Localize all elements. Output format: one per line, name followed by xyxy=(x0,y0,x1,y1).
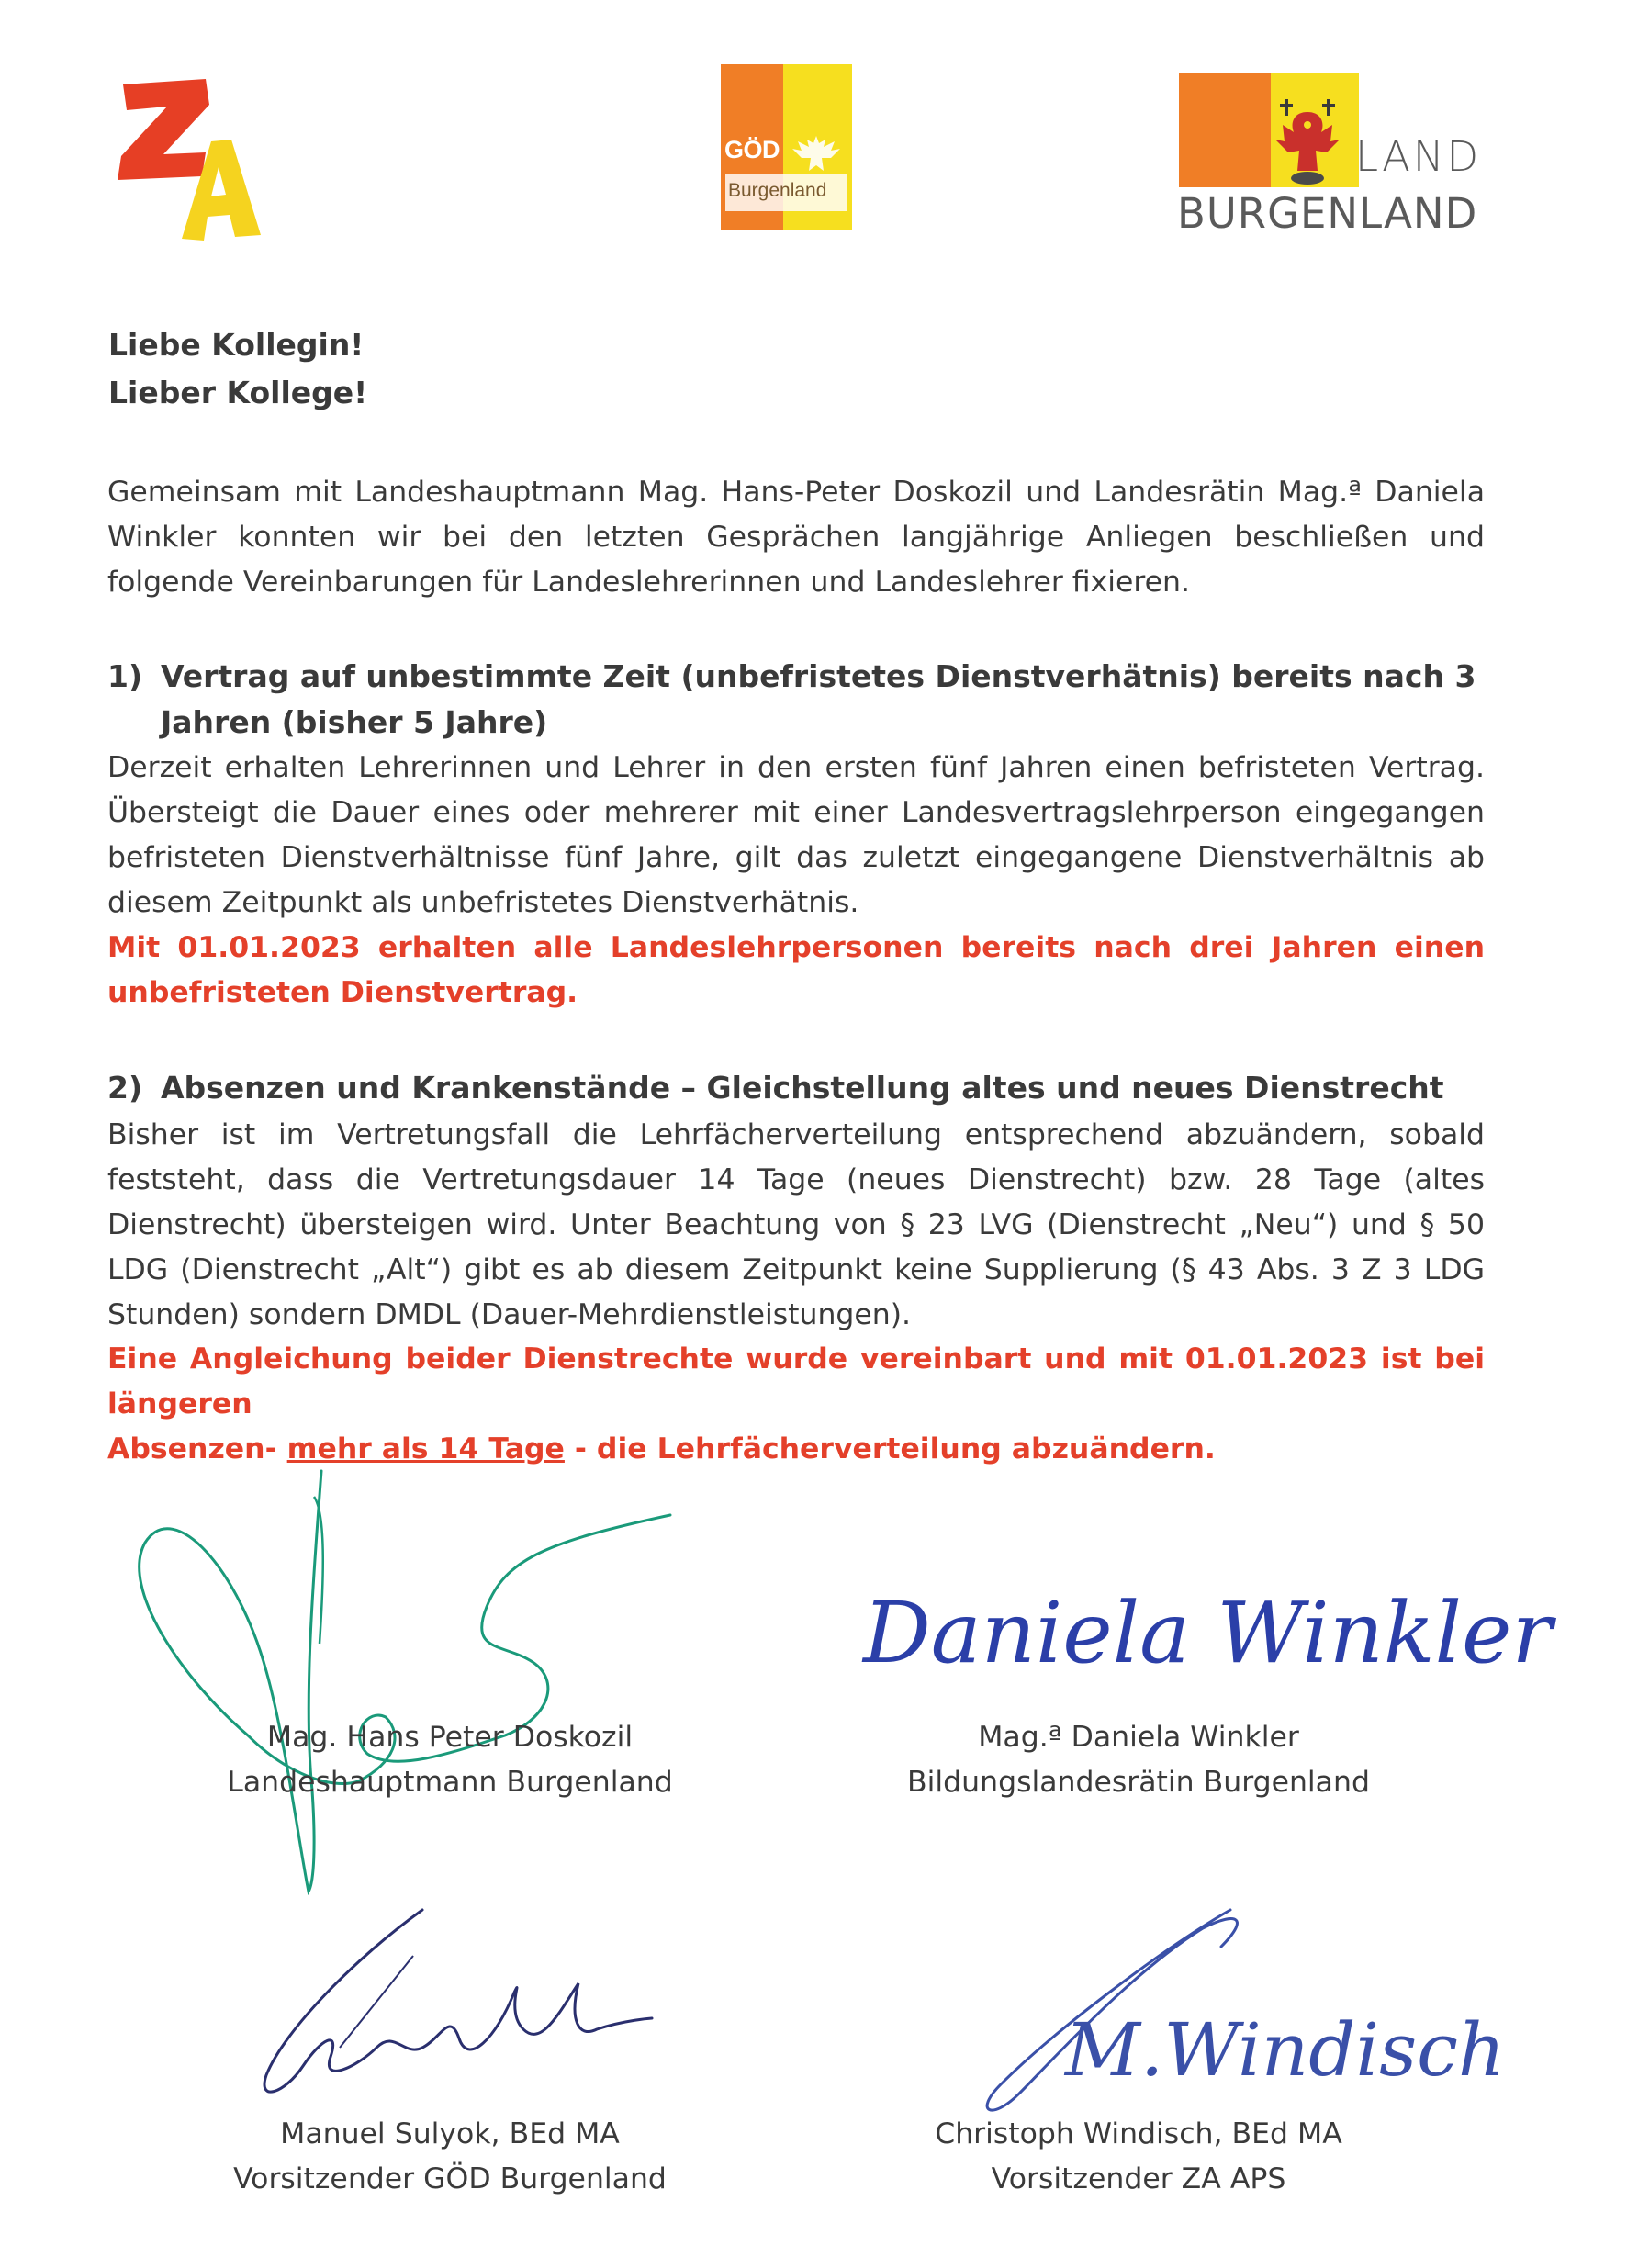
section-1-body-line: Übersteigt die Dauer eines oder mehrerer mit einer Landesvertragslehrperson eingegangen xyxy=(107,796,1485,829)
eagle-icon xyxy=(791,130,842,176)
section-1-title-line: Jahren (bisher 5 Jahre) xyxy=(161,704,548,740)
signature-windisch xyxy=(946,1892,1506,2130)
section-1-number: 1) xyxy=(107,658,143,694)
intro-line: folgende Vereinbarungen für Landeslehrerinnen und Landeslehrer fixieren. xyxy=(107,566,1191,599)
signatory-name: Mag.ª Daniela Winkler xyxy=(978,1721,1299,1754)
section-2-body-line: Dienstrecht) übersteigen wird. Unter Beachtung von § 23 LVG (Dienstrecht „Neu“) und § 50 xyxy=(107,1208,1485,1241)
section-2-title: Absenzen und Krankenstände – Gleichstellung altes und neues Dienstrecht xyxy=(161,1070,1444,1106)
signatory-name: Manuel Sulyok, BEd MA xyxy=(280,2117,620,2150)
signatory-role: Bildungslandesrätin Burgenland xyxy=(907,1766,1370,1799)
section-1-title-line: Vertrag auf unbestimmte Zeit (unbefristetes Dienstverhätnis) bereits nach 3 xyxy=(161,658,1476,694)
signatory-role: Vorsitzender ZA APS xyxy=(991,2162,1286,2195)
section-2-number: 2) xyxy=(107,1070,143,1106)
section-2-body-line: LDG (Dienstrecht „Alt“) gibt es ab diesem Zeitpunkt keine Supplierung (§ 43 Abs. 3 Z 3 LDG xyxy=(107,1253,1485,1286)
goed-text: GÖD xyxy=(724,136,780,163)
intro-line: Gemeinsam mit Landeshauptmann Mag. Hans-Peter Doskozil und Landesrätin Mag.ª Daniela xyxy=(107,476,1485,509)
section-2-body-line: Bisher ist im Vertretungsfall die Lehrfächerverteilung entsprechend abzuändern, sobald xyxy=(107,1118,1485,1151)
section-2-body-line: Stunden) sondern DMDL (Dauer-Mehrdienstleistungen). xyxy=(107,1298,912,1331)
intro-line: Winkler konnten wir bei den letzten Gesprächen langjährige Anliegen beschließen und xyxy=(107,521,1485,554)
signatory-role: Vorsitzender GÖD Burgenland xyxy=(233,2162,667,2195)
highlight-underlined: mehr als 14 Tage xyxy=(286,1432,565,1465)
section-1-body-line: Derzeit erhalten Lehrerinnen und Lehrer in den ersten fünf Jahren einen befristeten Vertrag. xyxy=(107,751,1485,784)
signatory-block-sulyok xyxy=(129,2112,771,2202)
section-2-body xyxy=(107,1113,1485,1338)
highlight-suffix: - die Lehrfächerverteilung abzuändern. xyxy=(564,1432,1216,1465)
signatory-name: Christoph Windisch, BEd MA xyxy=(935,2117,1342,2150)
land-text: LAND xyxy=(1355,132,1482,181)
section-2-body-line: feststeht, dass die Vertretungsdauer 14 Tage (neues Dienstrecht) bzw. 28 Tage (altes xyxy=(107,1163,1485,1196)
signature-windisch-text: M.Windisch xyxy=(1065,2007,1506,2093)
section-2-highlight-line: Eine Angleichung beider Dienstrechte wurde vereinbart und mit 01.01.2023 ist bei längeren xyxy=(107,1342,1485,1420)
coat-of-arms-icon xyxy=(1266,94,1349,185)
section-1-highlight-line: Mit 01.01.2023 erhalten alle Landeslehrpersonen bereits nach drei Jahren einen xyxy=(107,931,1485,964)
signatory-name: Mag. Hans Peter Doskozil xyxy=(266,1721,634,1754)
goed-subtitle: Burgenland xyxy=(728,180,827,201)
section-1-body-line: diesem Zeitpunkt als unbefristetes Dienstverhätnis. xyxy=(107,886,859,919)
signature-winkler-text: Daniela Winkler xyxy=(863,1584,1553,1682)
za-logo xyxy=(118,77,264,242)
section-2-highlight xyxy=(107,1337,1485,1472)
za-logo-graphic xyxy=(118,77,264,242)
signatory-role: Landeshauptmann Burgenland xyxy=(227,1766,673,1799)
signature-sulyok xyxy=(230,1901,661,2121)
section-1-body-line: befristeten Dienstverhältnisse fünf Jahre, gilt das zuletzt eingegangene Dienstverhältnis ab xyxy=(107,841,1485,874)
land-burgenland-logo xyxy=(1179,73,1482,241)
section-1-highlight-line: unbefristeten Dienstvertrag. xyxy=(107,976,578,1009)
signatory-block-winkler xyxy=(808,1715,1469,1805)
signature-winkler xyxy=(854,1561,1553,1699)
signature-doskozil xyxy=(119,1460,689,1910)
greeting-line-1: Liebe Kollegin! xyxy=(108,327,365,363)
intro-paragraph xyxy=(107,470,1485,605)
highlight-prefix: Absenzen- xyxy=(107,1432,287,1465)
section-1-heading xyxy=(161,654,1483,746)
section-1-highlight xyxy=(107,926,1485,1016)
signatory-block-doskozil xyxy=(129,1715,771,1805)
burgenland-text: BURGENLAND xyxy=(1177,189,1478,238)
signatory-block-windisch xyxy=(808,2112,1469,2202)
greeting-line-2: Lieber Kollege! xyxy=(108,375,368,410)
section-1-body xyxy=(107,746,1485,926)
goed-burgenland-logo xyxy=(721,64,852,230)
